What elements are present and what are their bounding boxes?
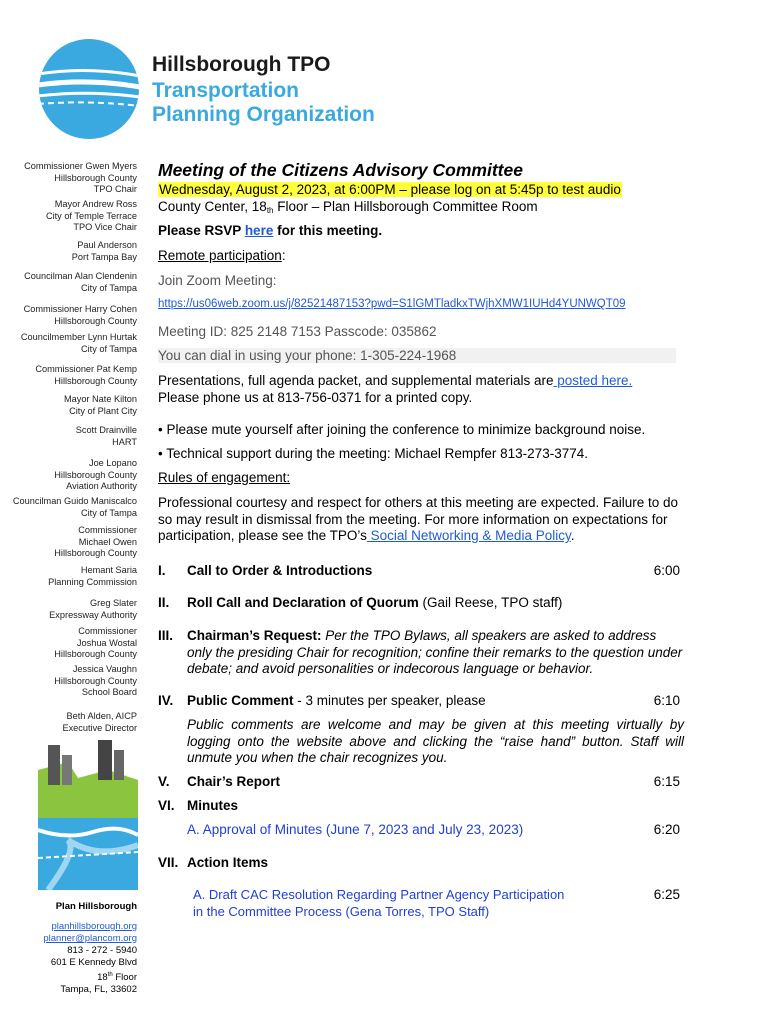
agenda-ii-title: Roll Call and Declaration of Quorum (Gail Reese, TPO staff) <box>187 595 563 610</box>
agenda-v-time: 6:15 <box>653 774 680 789</box>
zoom-meeting-link[interactable]: https://us06web.zoom.us/j/82521487153?pwd=S1lGMTladkxTWjhXMW1IUHd4YUNWQT09 <box>158 298 626 310</box>
member-7: Commissioner Pat Kemp Hillsborough County <box>35 364 137 386</box>
member-16: Jessica Vaughn Hillsborough County School Board <box>54 664 137 697</box>
agenda-ii-number: II. <box>158 595 170 610</box>
agenda-vi-number: VI. <box>158 798 175 813</box>
member-11: Councilman Guido Maniscalco City of Tampa <box>12 496 137 518</box>
sidebar-footer <box>43 901 137 996</box>
agenda-vi-a[interactable]: A. Approval of Minutes (June 7, 2023 and July 23, 2023) <box>187 822 524 837</box>
agenda-vi-a-time: 6:20 <box>653 822 680 837</box>
tpo-logo <box>38 38 140 140</box>
meeting-title: Meeting of the Citizens Advisory Committee <box>158 160 523 180</box>
remote-participation-label: Remote participation: <box>158 248 286 263</box>
member-10: Joe Lopano Hillsborough County Aviation Authority <box>54 458 137 491</box>
dial-in-number: You can dial in using your phone: 1-305-224-1968 <box>158 348 676 363</box>
footer-website-link[interactable]: planhillsborough.org <box>51 921 137 932</box>
mute-bullet: • Please mute yourself after joining the conference to minimize background noise. <box>158 422 646 437</box>
rules-of-engagement-label: Rules of engagement: <box>158 470 291 485</box>
member-17: Beth Alden, AICP Executive Director <box>62 711 137 733</box>
meeting-id: Meeting ID: 825 2148 7153 Passcode: 035862 <box>158 324 437 339</box>
member-8: Mayor Nate Kilton City of Plant City <box>63 394 137 416</box>
footer-phone: 813 - 272 - 5940 <box>67 945 137 956</box>
agenda-i-number: I. <box>158 563 166 578</box>
org-line-planning: Planning Organization <box>152 103 375 126</box>
member-5: Commissioner Harry Cohen Hillsborough County <box>23 304 137 326</box>
member-6: Councilmember Lynn Hurtak City of Tampa <box>20 332 137 354</box>
footer-floor: 18th Floor <box>97 972 137 984</box>
member-1: Commissioner Gwen Myers Hillsborough County TPO Chair <box>24 161 137 194</box>
agenda-iii-number: III. <box>158 628 174 643</box>
rules-paragraph: Professional courtesy and respect for others at this meeting are expected. Failure to do so may result in dismissal from the meeting. For more information on expectations for participation, please see the TPO’s Social Networking & Media Policy. <box>158 495 679 543</box>
member-4: Councilman Alan Clendenin City of Tampa <box>24 271 137 293</box>
materials-paragraph: Presentations, full agenda packet, and supplemental materials are posted here. Please phone us at 813-756-0371 for a printed copy. <box>158 373 633 405</box>
agenda-i-title: Call to Order & Introductions <box>187 563 373 578</box>
agenda-iv-number: IV. <box>158 693 174 708</box>
member-13: Hemant Saria Planning Commission <box>48 565 137 587</box>
agenda-iv-text: Public comments are welcome and may be given at this meeting virtually by logging onto the website above and clicking the “raise hand” button. Staff will unmute you when the chair recognizes you. <box>187 717 684 765</box>
agenda-i-time: 6:00 <box>653 563 680 578</box>
footer-street: 601 E Kennedy Blvd <box>50 957 137 968</box>
rsvp-here-link[interactable]: here <box>244 223 274 238</box>
member-3: Paul Anderson Port Tampa Bay <box>71 240 137 262</box>
member-2: Mayor Andrew Ross City of Temple Terrace TPO Vice Chair <box>45 199 137 232</box>
posted-here-link[interactable]: posted here. <box>553 373 633 388</box>
meeting-date: Wednesday, August 2, 2023, at 6:00PM – please log on at 5:45p to test audio <box>159 182 621 197</box>
agenda-vii-title: Action Items <box>187 855 269 870</box>
member-9: Scott Drainville HART <box>75 425 137 447</box>
footer-name: Plan Hillsborough <box>55 901 137 912</box>
rsvp-line: Please RSVP here for this meeting. <box>158 223 383 238</box>
org-line-transportation: Transportation <box>152 79 300 102</box>
meeting-location: County Center, $18_{th}$ Floor – Plan Hillsborough Committee Room <box>158 199 538 215</box>
agenda-iv-title: Public Comment - 3 minutes per speaker, please <box>187 693 486 708</box>
agenda-iii-text: Chairman’s Request: Per the TPO Bylaws, all speakers are asked to address only the presiding Chair for recognition; confine their remarks to the question under debate; and avoid personalities or indecorous language or behavior. <box>187 628 683 676</box>
member-12: Commissioner Michael Owen Hillsborough County <box>54 525 137 558</box>
agenda-v-title: Chair’s Report <box>187 774 281 789</box>
member-15: Commissioner Joshua Wostal Hillsborough County <box>54 626 137 659</box>
agenda-vii-a-time: 6:25 <box>653 887 680 902</box>
member-14: Greg Slater Expressway Authority <box>49 598 137 620</box>
agenda-vii-number: VII. <box>158 855 179 870</box>
plan-hillsborough-graphic <box>38 740 138 890</box>
footer-email-link[interactable]: planner@plancom.org <box>43 933 137 944</box>
agenda-iv-time: 6:10 <box>653 693 680 708</box>
org-name: Hillsborough TPO <box>152 53 331 76</box>
footer-city: Tampa, FL, 33602 <box>60 984 137 996</box>
tech-support-bullet: • Technical support during the meeting: Michael Rempfer 813-273-3774. <box>158 446 588 461</box>
agenda-vi-title: Minutes <box>187 798 239 813</box>
social-media-policy-link[interactable]: Social Networking & Media Policy <box>366 528 571 543</box>
agenda-vii-a[interactable]: A. Draft CAC Resolution Regarding Partner Agency Participation in the Committee Process (Gena Torres, TPO Staff) <box>193 887 565 919</box>
agenda-v-number: V. <box>158 774 170 789</box>
join-zoom-label: Join Zoom Meeting: <box>158 273 277 288</box>
